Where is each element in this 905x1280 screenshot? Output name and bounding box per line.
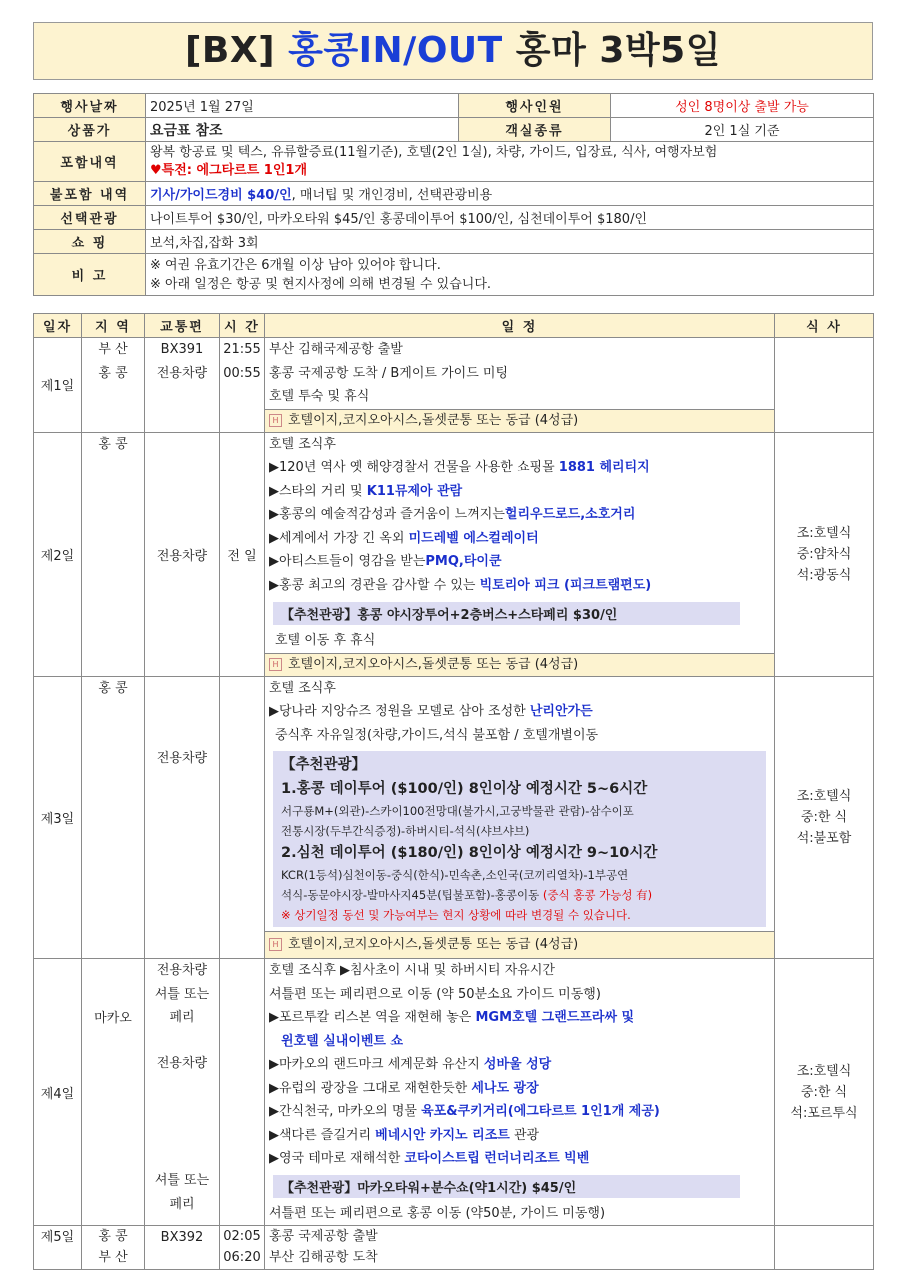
- include-special: ♥특전: 에그타르트 1인1개: [150, 162, 308, 178]
- people-value: 성인 8명이상 출발 가능: [611, 94, 874, 118]
- day2-line: ▶스타의 거리 및 K11뮤제아 관람: [269, 483, 463, 499]
- note-1: ※ 여권 유효기간은 6개월 이상 남아 있어야 합니다.: [150, 257, 441, 273]
- day2-line: ▶120년 역사 옛 해양경찰서 건물을 사용한 쇼핑몰 1881 헤리티지: [269, 460, 650, 475]
- date-value: 2025년 1월 27일: [146, 94, 459, 118]
- option-label: 선택관광: [34, 206, 146, 230]
- day2-hotel: H 호텔이지,코지오아시스,돌셋쿤통 또는 동급 (4성급): [265, 653, 774, 676]
- day5-place: 홍 콩 부 산: [82, 1226, 145, 1270]
- day3-meal: 조:호텔식 중:한 식 석:불포함: [775, 676, 874, 959]
- day4-time: [220, 959, 265, 1226]
- day1-transport: BX391 전용차량: [145, 338, 220, 433]
- day4-line: 윈호텔 실내이벤트 쇼: [281, 1033, 404, 1049]
- day4-place: 마카오: [82, 959, 145, 1226]
- day1-meal: [775, 338, 874, 433]
- day1-place: 부 산 홍 콩: [82, 338, 145, 433]
- day2-recommend: 【추천관광】홍콩 야시장투어+2층버스+스타페리 $30/인: [273, 602, 740, 625]
- room-label: 객실종류: [459, 118, 611, 142]
- schedule-table: [33, 313, 874, 1270]
- day4-recommend: 【추천관광】마카오타워+분수쇼(약1시간) $45/인: [273, 1175, 740, 1198]
- day3-recommend: 【추천관광】 1.홍콩 데이투어 ($100/인) 8인이상 예정시간 5~6시간 서구룡M+(외관)-스카이100전망대(불가시,고궁박물관 관람)-삼수이포 전통시장(두부간식증정)-하버시티-석식(샤브샤브) 2.심천 데이투어 ($180/인) 8인이상 예정시간 9~10시간 KCR(1등석)심천이동-중식(한식)-민속촌,소인국(코끼리열차)-1부공연 석식-동문야시장-발마사지45분(팁불포함)-홍콩이동 (중식 홍콩 가능성 有) ※ 상기일정 동선 및 가능여부는 현지 상황에 따라 변경될 수 있습니다.: [273, 751, 766, 927]
- hotel-icon: H: [269, 938, 282, 951]
- day2-transport: 전용차량: [145, 432, 220, 676]
- day5-transport: BX392: [145, 1226, 220, 1270]
- day2-place: 홍 콩: [82, 432, 145, 676]
- exclude-label: 불포함 내역: [34, 182, 146, 206]
- day5-meal: [775, 1226, 874, 1270]
- include-label: 포함내역: [34, 142, 146, 182]
- day2-line: ▶아티스트들이 영감을 받는PMQ,타이쿤: [269, 554, 502, 569]
- day1-line: 호텔 투숙 및 휴식: [269, 389, 370, 404]
- day4-line: 셔틀편 또는 페리편으로 이동 (약 50분소요 가이드 미동행): [269, 986, 601, 1002]
- day1-label: 제1일: [34, 338, 82, 433]
- price-label: 상품가: [34, 118, 146, 142]
- date-label: 행사날짜: [34, 94, 146, 118]
- day2-line: ▶세계에서 가장 긴 옥외 미드레벨 에스컬레이터: [269, 530, 539, 546]
- day4-line: 호텔 조식후 ▶침사초이 시내 및 하버시티 자유시간: [269, 963, 555, 978]
- day2-label: 제2일: [34, 432, 82, 676]
- day5-plan: 홍콩 국제공항 출발 부산 김해공항 도착: [265, 1226, 775, 1270]
- day1-plan: [265, 338, 775, 433]
- day3-transport: 전용차량: [145, 676, 220, 959]
- day4-meal: 조:호텔식 중:한 식 석:포르투식: [775, 959, 874, 1226]
- day2-plan: [265, 432, 775, 676]
- option-value: 나이트투어 $30/인, 마카오타워 $45/인 홍콩데이투어 $100/인, 심천데이투어 $180/인: [146, 206, 874, 230]
- day1-hotel: H 호텔이지,코지오아시스,돌셋쿤통 또는 동급 (4성급): [265, 409, 774, 432]
- day1-line: 부산 김해국제공항 출발: [269, 342, 403, 357]
- day4-line: ▶포르투칼 리스본 역을 재현해 놓은 MGM호텔 그랜드프라싸 및: [269, 1010, 635, 1025]
- day2-line: 호텔 이동 후 휴식: [275, 633, 376, 648]
- hdr-meal: 식 사: [775, 314, 874, 338]
- hdr-transport: 교통편: [145, 314, 220, 338]
- day4-line: ▶색다른 즐길거리 베네시안 카지노 리조트 관광: [269, 1127, 540, 1143]
- day3-line: 중식후 자유일정(차량,가이드,석식 불포함 / 호텔개별이동: [275, 727, 599, 743]
- day1-time: 21:55 00:55: [220, 338, 265, 433]
- day4-line: ▶마카오의 랜드마크 세계문화 유산지 성바울 성당: [269, 1057, 552, 1072]
- day3-line: ▶당나라 지앙슈즈 정원을 모델로 삼아 조성한 난리안가든: [269, 704, 593, 719]
- hdr-day: 일자: [34, 314, 82, 338]
- day1-line: 홍콩 국제공항 도착 / B게이트 가이드 미팅: [269, 365, 509, 381]
- note-cell: [146, 254, 874, 296]
- day3-label: 제3일: [34, 676, 82, 959]
- day5-time: 02:05 06:20: [220, 1226, 265, 1270]
- hotel-icon: H: [269, 414, 282, 427]
- hdr-time: 시 간: [220, 314, 265, 338]
- day2-line: 호텔 조식후: [269, 436, 336, 452]
- note-label: 비 고: [34, 254, 146, 296]
- day3-line: 호텔 조식후: [269, 680, 336, 696]
- hdr-place: 지 역: [82, 314, 145, 338]
- include-value: 왕복 항공료 및 텍스, 유류할증료(11월기준), 호텔(2인 1실), 차량, 가이드, 입장료, 식사, 여행자보험: [150, 144, 718, 160]
- day4-line: ▶유럽의 광장을 그대로 재현한듯한 세나도 광장: [269, 1080, 539, 1096]
- day2-line: ▶홍콩의 예술적감성과 즐거움이 느껴지는헐리우드로드,소호거리: [269, 507, 636, 522]
- day4-label: 제4일: [34, 959, 82, 1226]
- shop-value: 보석,차집,잡화 3회: [146, 230, 874, 254]
- hotel-icon: H: [269, 658, 282, 671]
- day2-time: 전 일: [220, 432, 265, 676]
- day3-hotel: H 호텔이지,코지오아시스,돌셋쿤통 또는 동급 (4성급): [265, 931, 774, 958]
- day4-transport: 전용차량 셔틀 또는 페리 전용차량 셔틀 또는 페리: [145, 959, 220, 1226]
- day5-label: 제5일: [34, 1226, 82, 1270]
- day4-line: 셔틀편 또는 페리편으로 홍콩 이동 (약50분, 가이드 미동행): [269, 1205, 606, 1221]
- page-title: [BX] 홍콩IN/OUT 홍마 3박5일: [33, 22, 873, 80]
- day3-plan: [265, 676, 775, 959]
- hdr-plan: 일 정: [265, 314, 775, 338]
- note-2: ※ 아래 일정은 항공 및 현지사정에 의해 변경될 수 있습니다.: [150, 276, 492, 292]
- day4-line: ▶영국 테마로 재해석한 코타이스트립 런더너리조트 빅벤: [269, 1151, 590, 1166]
- people-label: 행사인원: [459, 94, 611, 118]
- day4-line: ▶간식천국, 마카오의 명물 육포&쿠키거리(에그타르트 1인1개 제공): [269, 1104, 660, 1119]
- include-cell: [146, 142, 874, 182]
- exclude-cell: 기사/가이드경비 $40/인, 매너팁 및 개인경비, 선택관광비용: [146, 182, 874, 206]
- day2-meal: 조:호텔식 중:얌차식 석:광동식: [775, 432, 874, 676]
- room-value: 2인 1실 기준: [611, 118, 874, 142]
- info-table: [33, 93, 874, 296]
- day3-place: 홍 콩: [82, 676, 145, 959]
- day2-line: ▶홍콩 최고의 경관을 감사할 수 있는 빅토리아 피크 (피크트램편도): [269, 577, 652, 593]
- shop-label: 쇼 핑: [34, 230, 146, 254]
- price-value: 요금표 참조: [146, 118, 459, 142]
- day3-time: [220, 676, 265, 959]
- day4-plan: [265, 959, 775, 1226]
